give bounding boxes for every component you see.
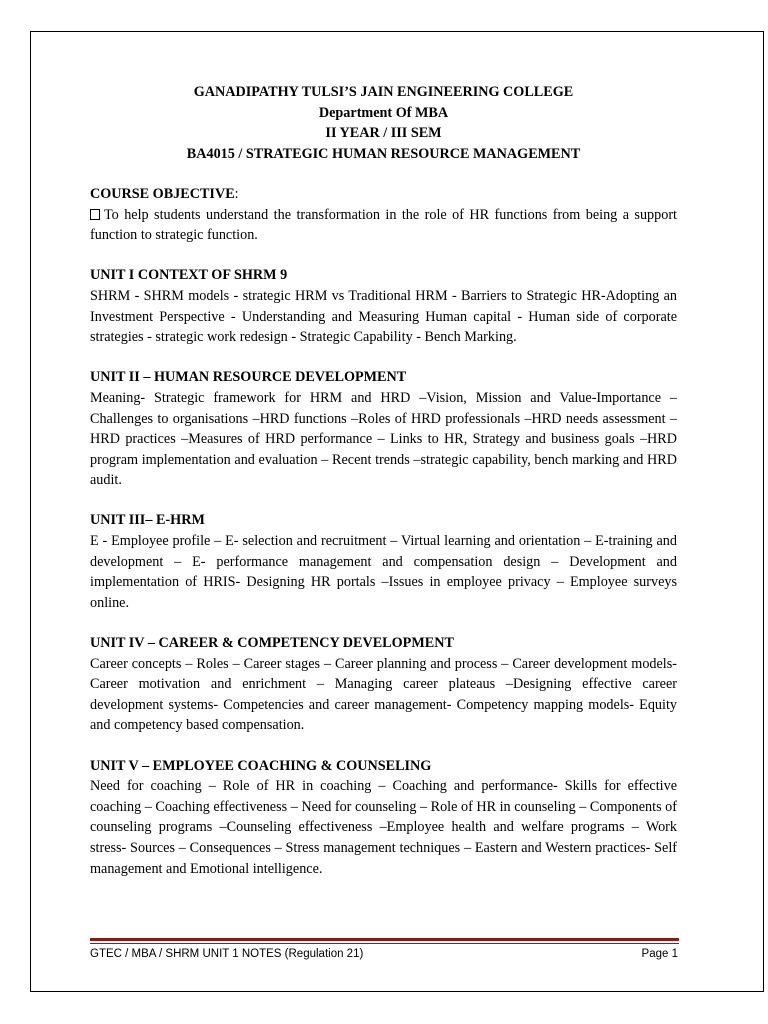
unit-3-section xyxy=(90,510,677,613)
year-semester: II YEAR / III SEM xyxy=(325,125,442,142)
unit-2-section xyxy=(90,367,677,491)
missing-glyph-box-icon xyxy=(90,209,100,220)
unit-5-section xyxy=(90,756,677,880)
department-name: Department Of MBA xyxy=(318,104,449,121)
college-name: GANADIPATHY TULSI’S JAIN ENGINEERING COLLEGE xyxy=(193,84,574,100)
course-objective-section xyxy=(90,184,677,246)
unit-5-heading: UNIT V – EMPLOYEE COACHING & COUNSELING xyxy=(90,757,432,774)
course-title: BA4015 / STRATEGIC HUMAN RESOURCE MANAGEMENT xyxy=(186,145,581,162)
unit-1-heading: UNIT I CONTEXT OF SHRM 9 xyxy=(90,267,288,284)
course-objective-heading xyxy=(90,184,677,205)
course-objective-label: COURSE OBJECTIVE xyxy=(90,185,235,202)
title-block xyxy=(90,82,677,164)
unit-1-section xyxy=(90,265,677,347)
unit-1-body: SHRM - SHRM models - strategic HRM vs Traditional HRM - Barriers to Strategic HR-Adopting an Investment Perspective - Understanding and Measuring Human capital - Human side of corporate strategies - strategic work redesign - Strategic Capability - Bench Marking. xyxy=(90,287,677,346)
unit-5-body: Need for coaching – Role of HR in coaching – Coaching and performance- Skills for effective coaching – Coaching effectiveness – Need for counseling – Role of HR in counseling – Components of counseling programs –Counseling effectiveness –Employee health and welfare programs – Work stress- Sources – Consequences – Stress management techniques – Eastern and Western practices- Self management and Emotional intelligence. xyxy=(90,778,677,877)
unit-4-body: Career concepts – Roles – Career stages – Career planning and process – Career development models- Career motivation and enrichment – Managing career plateaus –Designing effective career development systems- Competencies and career management- Competency mapping models- Equity and competency based compensation. xyxy=(90,655,677,734)
footer-rule-thin xyxy=(90,943,679,944)
footer-rule-thick xyxy=(90,938,679,941)
document-content xyxy=(90,82,677,879)
unit-4-section xyxy=(90,633,677,736)
unit-4-heading: UNIT IV – CAREER & COMPETENCY DEVELOPMENT xyxy=(90,635,454,652)
unit-2-heading: UNIT II – HUMAN RESOURCE DEVELOPMENT xyxy=(90,369,407,386)
unit-2-body: Meaning- Strategic framework for HRM and HRD –Vision, Mission and Value-Importance – Challenges to organisations –HRD functions –Roles of HRD professionals –HRD needs assessment –HRD practices –Measures of HRD performance – Links to HR, Strategy and business goals –HRD program implementation and evaluation – Recent trends –strategic capability, bench marking and HRD audit. xyxy=(90,389,677,489)
unit-3-body: E - Employee profile – E- selection and recruitment – Virtual learning and orientation – E-training and development – E- performance management and compensation design – Development and implementation of HRIS- Designing HR portals –Issues in employee privacy – Employee surveys online. xyxy=(90,533,677,611)
unit-3-heading: UNIT III– E-HRM xyxy=(90,512,205,529)
course-objective-text xyxy=(90,205,677,246)
footer-course-info: GTEC / MBA / SHRM UNIT 1 NOTES (Regulation 21) xyxy=(90,948,364,960)
footer-page-number: Page 1 xyxy=(641,948,678,960)
course-objective-body: To help students understand the transformation in the role of HR functions from being a support function to strategic function. xyxy=(90,206,677,244)
course-objective-colon: : xyxy=(234,185,239,202)
